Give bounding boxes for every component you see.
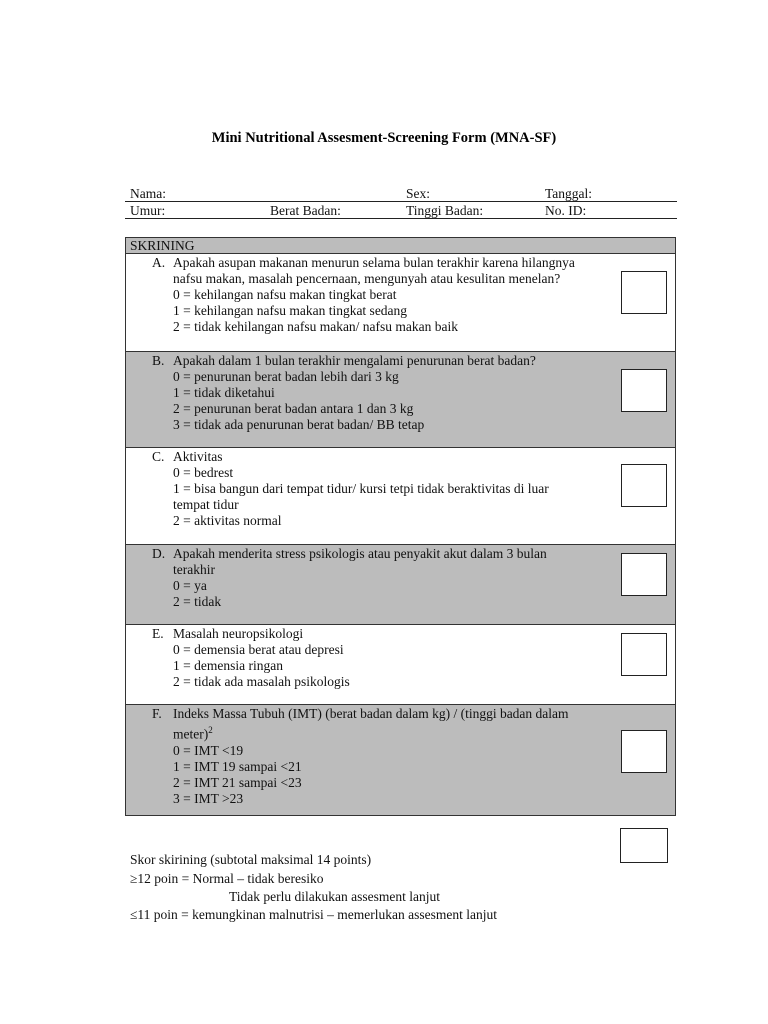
- option-text: 2 = aktivitas normal: [173, 513, 282, 528]
- question-text: Apakah menderita stress psikologis atau penyakit akut dalam 3 bulan: [173, 546, 547, 561]
- question-text: Aktivitas: [173, 449, 223, 464]
- option-text: 0 = bedrest: [173, 465, 234, 480]
- option-text: 3 = tidak ada penurunan berat badan/ BB tetap: [173, 417, 425, 432]
- question-letter: C.: [152, 449, 165, 464]
- question-text-cont: [173, 722, 613, 743]
- label-tanggal: Tanggal:: [545, 186, 593, 201]
- question-content: [173, 449, 613, 529]
- question-text: Masalah neuropsikologi: [173, 626, 304, 641]
- label-sex: Sex:: [406, 186, 431, 201]
- screening-table: [125, 237, 676, 816]
- question-a: [126, 254, 675, 351]
- section-title: SKRINING: [126, 238, 675, 254]
- score-box-b[interactable]: [621, 369, 667, 412]
- superscript: 2: [208, 725, 213, 735]
- total-score-box[interactable]: [620, 828, 668, 863]
- question-letter: E.: [152, 626, 164, 641]
- question-f: [126, 704, 675, 815]
- question-letter: F.: [152, 706, 162, 721]
- label-tinggi-badan: Tinggi Badan:: [406, 203, 484, 218]
- header-divider-bottom: [125, 218, 677, 219]
- score-box-c[interactable]: [621, 464, 667, 507]
- question-text: Apakah dalam 1 bulan terakhir mengalami penurunan berat badan?: [173, 353, 536, 368]
- option-text: 1 = tidak diketahui: [173, 385, 275, 400]
- option-text: tempat tidur: [173, 497, 239, 512]
- option-text: 2 = tidak: [173, 594, 222, 609]
- label-umur: Umur:: [130, 203, 166, 218]
- question-content: [173, 546, 613, 610]
- footer-normal-note: Tidak perlu dilakukan assesment lanjut: [229, 889, 440, 904]
- option-text: 2 = tidak ada masalah psikologis: [173, 674, 350, 689]
- question-text: Indeks Massa Tubuh (IMT) (berat badan dalam kg) / (tinggi badan dalam: [173, 706, 569, 721]
- question-text: nafsu makan, masalah pencernaan, mengunyah atau kesulitan menelan?: [173, 271, 561, 286]
- question-text: meter): [173, 726, 209, 742]
- question-content: [173, 353, 613, 433]
- question-text: Apakah asupan makanan menurun selama bulan terakhir karena hilangnya: [173, 255, 575, 270]
- label-nama: Nama:: [130, 186, 166, 201]
- option-text: 0 = ya: [173, 578, 207, 593]
- score-box-d[interactable]: [621, 553, 667, 596]
- option-text: 0 = kehilangan nafsu makan tingkat berat: [173, 287, 397, 302]
- option-text: 1 = bisa bangun dari tempat tidur/ kursi tetpi tidak beraktivitas di luar: [173, 481, 549, 496]
- score-box-e[interactable]: [621, 633, 667, 676]
- question-content: [173, 706, 613, 807]
- question-content: [173, 626, 613, 690]
- question-b: [126, 351, 675, 447]
- option-text: 2 = tidak kehilangan nafsu makan/ nafsu makan baik: [173, 319, 459, 334]
- question-letter: B.: [152, 353, 165, 368]
- question-e: [126, 624, 675, 704]
- score-box-f[interactable]: [621, 730, 667, 773]
- question-content: [173, 255, 613, 335]
- option-text: 1 = IMT 19 sampai <21: [173, 758, 302, 774]
- option-text: 0 = penurunan berat badan lebih dari 3 kg: [173, 369, 399, 384]
- footer-skor: Skor skirining (subtotal maksimal 14 points): [130, 852, 372, 867]
- question-letter: D.: [152, 546, 166, 561]
- option-text: 1 = kehilangan nafsu makan tingkat sedang: [173, 303, 408, 318]
- question-letter: A.: [152, 255, 166, 270]
- header-divider-top: [125, 201, 677, 202]
- footer-malnutrisi: ≤11 poin = kemungkinan malnutrisi – memerlukan assesment lanjut: [130, 907, 497, 922]
- option-text: 3 = IMT >23: [173, 790, 244, 806]
- question-text: terakhir: [173, 562, 215, 577]
- question-d: [126, 544, 675, 624]
- option-text: 1 = demensia ringan: [173, 658, 283, 673]
- score-box-a[interactable]: [621, 271, 667, 314]
- label-berat-badan: Berat Badan:: [270, 203, 341, 218]
- form-title: Mini Nutritional Assesment-Screening Form (MNA-SF): [211, 130, 557, 146]
- question-c: [126, 447, 675, 544]
- option-text: 2 = IMT 21 sampai <23: [173, 774, 302, 790]
- option-text: 0 = demensia berat atau depresi: [173, 642, 344, 657]
- label-no-id: No. ID:: [545, 203, 587, 218]
- option-text: 0 = IMT <19: [173, 742, 244, 758]
- footer-normal: ≥12 poin = Normal – tidak beresiko: [130, 871, 324, 886]
- option-text: 2 = penurunan berat badan antara 1 dan 3 kg: [173, 401, 414, 416]
